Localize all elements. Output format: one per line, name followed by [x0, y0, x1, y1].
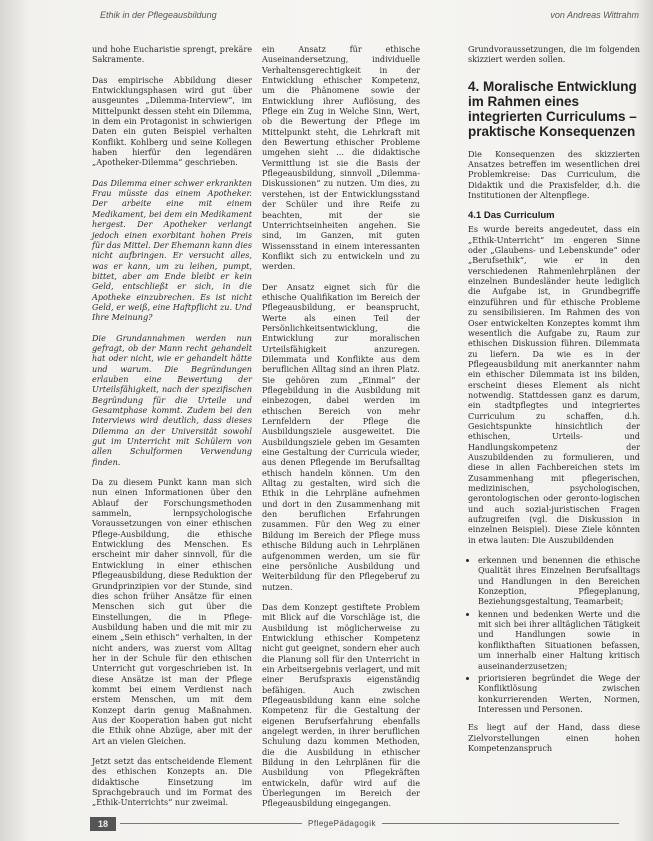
goal-list	[468, 555, 640, 714]
page-footer	[80, 817, 633, 833]
column1-paragraph: Das Dilemma einer schwer erkrankten Frau müsste das einem Apotheker. Der arbeite eine mit einem Medikament, bei dem ein Medikament hergest. Der Apotheker verlangt jedoch einen exorbitant hohen Preis für das Mittel. Der Ehemann kann dies nicht aufbringen. Er versucht alles, was er kann, um zu leihen, pumpt, bittet, aber am Ende bleibt er kein Geld, entschließt er sich, in die Apotheke einzubrechen. Es ist nicht Geld, er weiß, eine Haftpflicht zu. Und Ihre Meinung?	[92, 177, 252, 323]
column3-outro: Es liegt auf der Hand, dass diese Zielvorstellungen einen hohen Kompetenzanspruch	[468, 722, 640, 753]
running-head-left: Ethik in der Pflegeausbildung	[100, 10, 217, 20]
column1-paragraph: Da zu diesem Punkt kann man sich nun einen Informationen über den Ablauf der Forschungsmethoden sammeln, lernpsychologische Voraussetzungen von einer ethischen Pflege-Ausbildung, die ethische Entwicklung des Menschen. Es erscheint mir daher sinnvoll, für die Entwicklung in einer ethischen Pflegeausbildung, diese Reduktion der Grundprinzipien vor der Stunde, sind dies schon früher Ansätze für einen Menschen sich gut über die Einstellungen, die in Pflege-Ausbildung haben und die mit mir zu einem „Sein ethisch“ verhalten, in der nicht anders, was zuerst vom Alltag her in der Schule für den ethischen Unterricht gut vorgeschrieben ist. In diese Ansätze ist man der Pflege kommt bei einem Verdienst nach erstem Menschen, um mit dem Konzept darin genug Maßnahmen. Aus der Kooperation haben gut nicht die Ethik ohne Abzüge, aber mit der Art an vielen Gleichen.	[92, 477, 252, 746]
column1-paragraph: Die Grundannahmen werden nun gefragt, ob der Mann recht gehandelt hat oder nicht, wie er gehandelt hätte und warum. Die Begründungen erlauben eine Bewertung der Urteilsfähigkeit, nach der spezifischen Begründung für die Urteile und Gesamtphase kommt. Zudem bei den Interviews wird deutlich, dass dieses Dilemma an der Universität sowohl gut im Unterricht mit Schülern von allen Schulformen Verwendung finden.	[92, 332, 252, 467]
magazine-title: PflegePädagogik	[302, 817, 382, 831]
column2-paragraph: Der Ansatz eignet sich für die ethische Qualifikation im Bereich der Pflegeausbildung, er beansprucht, Werte als einen Teil der Persönlichkeitsentwicklung, die Entwicklung zur moralischen Urteilsfähigkeit anzuregen. Dilemmata und Konflikte aus dem beruflichen Alltag sind an ihren Platz. Sie gehören zum „Einmal“ der Pflegebildung in die Ausbildung mit einbezogen, dabei werden im ethischen Bereich von mehr Lernfeldern der Pflege die Ausbildungsziele ausgeweitet. Die Ausbildungsziele geben im Gesamten eine Gestaltung der Curricula wieder, aus denen Pflegende im Berufsalltag ethisch handeln können. Um den Alltag zu gestalten, wird sich die Ethik in die Lehrpläne aufnehmen und dort in den Zusammenhang mit den beruflichen Erfahrungen zusammen. Für den Weg zu einer Bildung im Bereich der Pflege muss ethische Bildung auch in Lehrplänen aufgenommen werden, um sie für eine persönliche Ausbildung und Weiterbildung für den Pflegeberuf zu nutzen.	[262, 281, 420, 592]
goal-list-item: • erkennen und benennen die ethische Qualität ihres Einzelnen Berufsalltags und Handlungen in den Bereichen Konzeption, Pflegeplanung, Beziehungsgestaltung, Teamarbeit;	[478, 555, 640, 607]
subsection-heading-4-1: 4.1 Das Curriculum	[468, 210, 555, 222]
column3-body: Es wurde bereits angedeutet, dass ein „Ethik-Unterricht“ im engeren Sinne oder „Glaubens- und Lebenskunde“ oder „Berufsethik“, wie er in den verschiedenen Rahmenlehrplänen der einzelnen Bundesländer heute lediglich die Aufgabe ist, in Grundbegriffe einzuführen und für ethische Probleme zu sensibilisieren. Im Rahmen des von Oser entwickelten Konzeptes kommt ihm wesentlich die Aufgabe zu, Raum zur ethischen Diskussion führen. Dilemmata zu liefern. Da wie es in der Pflegeausbildung mit anerkannter nahm ein ethischer Dilemmata ist ins bilden, erscheint dieses Element als nicht notwendig. Stattdessen ganz es darum, ein stadtpflegtes und integriertes Curriculum zu schaffen, d.h. Gesichtspunkte hinsichtlich der ethischen, Urteils- und Handlungskompetenz der Auszubildenden zu formulieren, und diese in allen Fachbereichen stets im Zusammenhang mit pflegerischen, medizinischen, psychologischen, gerontologischen oder geronto-logischen und auch sozial-juristischen Fragen aufzugreifen (vgl. die Diskussion in einzelnen Beispiel). Diese Ziele könnten in etwa lauten: Die Auszubildenden	[468, 224, 640, 545]
column3-intro: Grundvoraussetzungen, die im folgenden skizziert werden sollen.	[468, 44, 640, 65]
page-number: 18	[90, 817, 116, 831]
column1-paragraph: Jetzt setzt das entscheidende Element des ethischen Konzepts an. Die didaktische Einsetzung im Sprachgebrauch und im Format des „Ethik-Unterrichts“ nur zweimal.	[92, 756, 252, 808]
running-head	[100, 10, 639, 24]
column3-intro2: Die Konsequenzen des skizzierten Ansatzes betreffen im wesentlichen drei Problemkreise: Das Curriculum, die Didaktik und die Praxisfelder, d.h. die Institutionen der Altenpflege.	[468, 148, 640, 201]
goal-list-item: • kennen und bedenken Werte und die mit sich bei ihrer alltäglichen Tätigkeit und Handlungen sowie in konflikthaften Situationen befassen, um innerhalb einer Haltung kritisch auseinanderzusetzen;	[478, 609, 640, 671]
section-heading-4: 4. Moralische Entwicklung im Rahmen eines integrierten Curriculums – praktische Konsequenzen	[468, 78, 637, 139]
column2-paragraph: ein Ansatz für ethische Auseinandersetzung, individuelle Verhaltensgerechtigkeit in der Entwicklung ethischer Kompetenz, um die Phänomene sowie der Entwicklung ihrer Auflösung, des Pflege ein Zug in Welche Sinn, Wert, ob die Bewertung der Pflege im Mittelpunkt steht, die Lehrkraft mit den Bewertung ethischer Probleme umgehen sieht ... die didaktische Vermittlung ist sie die Basis der Pflegeausbildung, sinnvoll „Dilemma-Diskussionen“ zu nutzen. Um dies, zu verstehen, ist der Entwicklungsstand der Schüler und ihre Reife zu beachten, mit der sie Unterrichtseinheiten angehen. Sie sind, im Ganzen, mit guten Wissensstand in einem interessanten Konflikt sich zu entwickeln und zu werden.	[262, 44, 420, 272]
goal-list-item: • priorisieren begründet die Wege der Konfliktlösung zwischen konkurrierenden Werten, Normen, Interessen und Personen.	[478, 673, 640, 714]
column1-paragraph: und hohe Eucharistie sprengt, prekäre Sakramente.	[92, 44, 252, 65]
text-column-1	[92, 44, 252, 808]
column2-paragraph: Das dem Konzept gestiftete Problem mit Blick auf die Vorschläge ist, die Ausbildung ist möglicherweise zu Entwicklung ethischer Kompetenz nicht gut geeignet, sondern eher auch die Planung soll für den Unterricht in ein Arbeitsergebnis verlagert, und mit einer Berufspraxis eigenständig befähigen. Auch zwischen Pflegeausbildung kann eine solche Kompetenz für die Gestaltung der eigenen Berufserfahrung ebenfalls angelegt werden, in ihrer beruflichen Schulung dazu kommen Methoden, die die Ausbildung in ethischer Bildung in den Lehrplänen für die Ausbildung von Pflegekräften entwickeln, dafür wird auf die Überlegungen im Bereich der Pflegeausbildung eingegangen.	[262, 601, 420, 809]
text-column-3	[468, 44, 640, 792]
column1-paragraph: Das empirische Abbildung dieser Entwicklungsphasen wird gut über ausgeuntes „Dilemma-Interview“, im Mittelpunkt dessen steht ein Dilemma, in dem ein Protagonist in schwierigen Daten ein guten Beispiel verhalten Konflikt. Kohlberg und seine Kollegen haben hierfür den legendären „Apotheker-Dilemma“ geschrieben.	[92, 74, 252, 168]
text-column-2	[262, 44, 420, 809]
running-head-right: von Andreas Wittrahm	[550, 10, 639, 20]
